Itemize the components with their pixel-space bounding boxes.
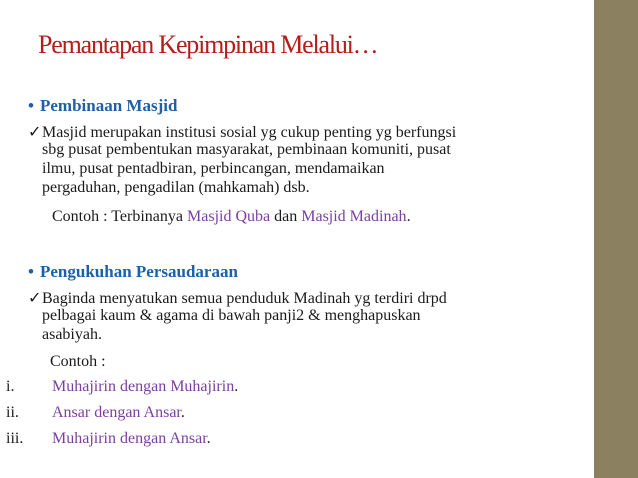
heading-text: Pembinaan Masjid bbox=[40, 96, 178, 115]
example-label: Contoh : bbox=[50, 353, 106, 370]
text-line: Baginda menyatukan semua penduduk Madinah yg terdiri drpd bbox=[42, 290, 447, 307]
list-item: iii. Muhajirin dengan Ansar. bbox=[6, 430, 211, 447]
example-line-1: Contoh : Terbinanya Masjid Quba dan Masjid Madinah. bbox=[52, 208, 411, 225]
text-line: pelbagai kaum & agama di bawah panji2 & menghapuskan bbox=[42, 307, 421, 324]
checkmark-icon: ✓ bbox=[28, 124, 42, 141]
text-line: Masjid merupakan institusi sosial yg cukup penting yg berfungsi bbox=[42, 124, 457, 141]
bullet-dot-icon: • bbox=[28, 262, 34, 281]
text-line: ilmu, pusat pentadbiran, perbincangan, mendamaikan bbox=[42, 160, 385, 177]
decorative-sidebar bbox=[594, 0, 638, 478]
slide-title: Pemantapan Kepimpinan Melalui… bbox=[38, 30, 378, 59]
bullet-dot-icon: • bbox=[28, 96, 34, 115]
bullet-heading-1 bbox=[28, 96, 177, 116]
highlight-masjid-madinah: Masjid Madinah bbox=[301, 208, 407, 225]
text-line: sbg pusat pembentukan masyarakat, pembinaan komuniti, pusat bbox=[42, 141, 451, 158]
list-item: i. Muhajirin dengan Muhajirin. bbox=[6, 378, 239, 395]
check-item-1 bbox=[28, 122, 594, 142]
text-line: asabiyah. bbox=[42, 326, 102, 343]
bullet-heading-2 bbox=[28, 262, 238, 282]
highlight-masjid-quba: Masjid Quba bbox=[187, 208, 271, 225]
checkmark-icon: ✓ bbox=[28, 290, 42, 307]
list-item: ii. Ansar dengan Ansar. bbox=[6, 404, 185, 421]
heading-text: Pengukuhan Persaudaraan bbox=[40, 262, 238, 281]
check-item-2 bbox=[28, 288, 594, 308]
text-line: pergaduhan, pengadilan (mahkamah) dsb. bbox=[42, 179, 310, 196]
